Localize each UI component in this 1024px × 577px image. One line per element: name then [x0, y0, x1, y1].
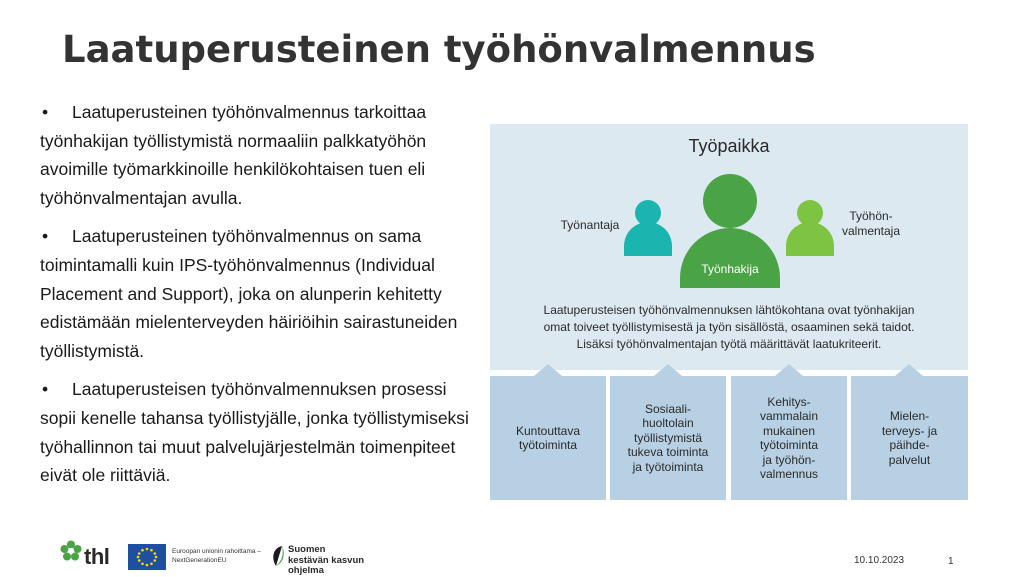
box-arrow-notch — [654, 364, 682, 376]
box-line: Sosiaali- — [644, 401, 692, 416]
workplace-label: Työpaikka — [688, 136, 770, 156]
diagram-description — [510, 302, 948, 353]
box-arrow-notch — [895, 364, 923, 376]
thl-logo-text: thl — [84, 544, 110, 569]
bullet-text: Laatuperusteinen työhönvalmennus on sama toimintamalli kuin IPS-työhönvalmennus (Individual Placement and Support), joka on alunperin kehitetty edistämään mielenterveyden häiriöihin sairastuneiden työllistymistä. — [40, 226, 458, 361]
bullet-item — [40, 98, 472, 212]
box-line: vammalain — [759, 409, 819, 423]
slide-title: Laatuperusteinen työhönvalmennus — [62, 28, 816, 71]
service-box-disability — [731, 376, 847, 500]
box-line: huoltolain — [642, 416, 694, 431]
bullet-symbol: • — [42, 102, 49, 122]
bullet-symbol: • — [42, 379, 49, 400]
employer-person-icon — [624, 200, 672, 256]
program-line: Suomen — [288, 544, 326, 555]
box-line: Kuntouttava — [515, 423, 581, 438]
box-line: valmennus — [759, 467, 819, 481]
bullet-item — [40, 375, 472, 489]
slide-date: 10.10.2023 — [854, 555, 905, 566]
eu-funding-text — [172, 548, 268, 565]
box-line: Kehitys- — [767, 394, 811, 409]
box-arrow-notch — [534, 364, 562, 376]
box-line: työtoiminta — [518, 438, 578, 452]
box-line: Mielen- — [889, 409, 930, 423]
description-line: Laatuperusteisen työhönvalmennuksen lähtökohtana ovat työnhakijan — [543, 303, 915, 317]
workplace-diagram — [490, 124, 968, 500]
box-line: päihde- — [889, 438, 930, 452]
coach-label-line: valmentaja — [841, 224, 901, 238]
box-line: ja työhön- — [762, 452, 816, 467]
bullet-list — [40, 98, 472, 500]
box-arrow-notch — [775, 364, 803, 376]
service-box-rehabilitative — [490, 376, 606, 500]
service-box-social-welfare — [610, 376, 726, 500]
program-logo-text — [288, 545, 364, 577]
program-line: kestävän kasvun — [288, 554, 365, 566]
box-line: työtoiminta — [759, 438, 819, 452]
box-line: palvelut — [888, 452, 931, 467]
bullet-symbol: • — [42, 226, 49, 247]
employer-label: Työnantaja — [560, 218, 620, 232]
bullet-item — [40, 222, 472, 365]
bullet-text: Laatuperusteinen työhönvalmennus tarkoittaa työnhakijan työllistymistä normaaliin palkkatyöhön avoimille työmarkkinoille henkilökohtaisen tuen eli työhönvalmentajan avulla. — [40, 102, 427, 208]
thl-flower-icon — [60, 540, 82, 562]
coach-label-line: Työhön- — [849, 209, 893, 223]
workplace-panel — [490, 124, 968, 370]
description-line: Lisäksi työhönvalmentajan työtä määrittävät laatukriteerit. — [576, 337, 882, 351]
jobseeker-label: Työnhakija — [701, 262, 759, 276]
box-line: työllistymistä — [633, 430, 702, 445]
description-line: omat toiveet työllistymisestä ja työn sisällöstä, osaaminen sekä taidot. — [543, 320, 915, 334]
eu-text-line: Euroopan unionin rahoittama – — [172, 548, 261, 555]
box-line: ja työtoiminta — [632, 459, 704, 474]
suomen-kasvu-leaf-icon — [270, 544, 286, 568]
eu-flag-icon — [128, 544, 166, 570]
eu-text-line: NextGenerationEU — [172, 556, 227, 564]
coach-person-icon — [786, 200, 834, 256]
box-line: tukeva toiminta — [627, 445, 709, 460]
page-number: 1 — [948, 556, 954, 567]
bullet-text: Laatuperusteisen työhönvalmennuksen prosessi sopii kenelle tahansa työllistyjälle, jonka työllistymiseksi työhallinnon tai muut palvelujärjestelmän toimenpiteet eivät ole riittäviä. — [40, 379, 469, 486]
coach-label — [836, 209, 906, 239]
program-line: ohjelma — [288, 565, 324, 576]
service-box-mental-health — [851, 376, 968, 500]
box-line: terveys- ja — [881, 423, 938, 438]
box-line: mukainen — [762, 423, 816, 438]
